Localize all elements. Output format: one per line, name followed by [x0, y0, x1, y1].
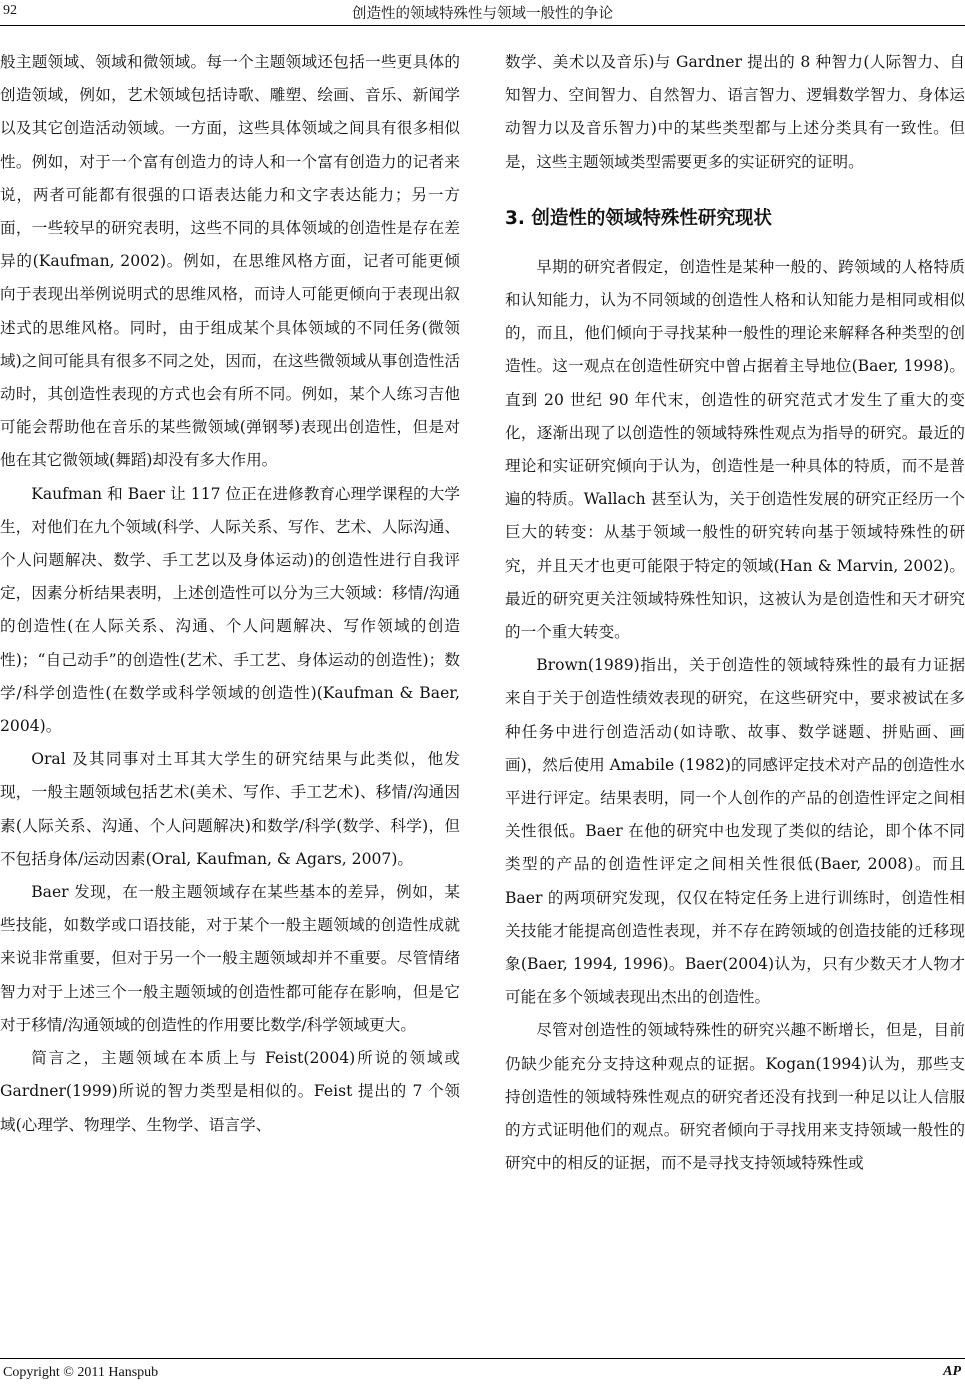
left-paragraph-5: 简言之，主题领域在本质上与 Feist(2004)所说的领域或 Gardner(1999)所说的智力类型是相似的。Feist 提出的 7 个领域(心理学、物理学、生物学、语言学、	[0, 1049, 460, 1134]
right-paragraph-2: Brown(1989)指出，关于创造性的领域特殊性的最有力证据来自于关于创造性绩效表现的研究，在这些研究中，要求被试在多种任务中进行创造活动(如诗歌、故事、数学谜题、拼贴画、画画)，然后使用 Amabile (1982)的同感评定技术对产品的创造性水平进行评定。结果表明，同一个人创作的产品的创造性评定之间相关性很低。Baer 在他的研究中也发现了类似的结论，即个体不同类型的产品的创造性评定之间相关性很低(Baer, 2008)。而且 Baer 的两项研究发现，仅仅在特定任务上进行训练时，创造性相关技能才能提高创造性表现，并不存在跨领域的创造技能的迁移现象(Baer, 1994, 1996)。Baer(2004)认为，只有少数天才人物才可能在多个领域表现出杰出的创造性。	[505, 656, 965, 1007]
right-intro-paragraph: 数学、美术以及音乐)与 Gardner 提出的 8 种智力(人际智力、自知智力、空间智力、自然智力、语言智力、逻辑数学智力、身体运动智力以及音乐智力)中的某些类型都与上述分类具有一致性。但是，这些主题领域类型需要更多的实证研究的证明。	[505, 53, 965, 171]
left-paragraph-1: 般主题领域、领域和微领域。每一个主题领域还包括一些更具体的创造领域，例如，艺术领域包括诗歌、雕塑、绘画、音乐、新闻学以及其它创造活动领域。一方面，这些具体领域之间具有很多相似性。例如，对于一个富有创造力的诗人和一个富有创造力的记者来说，两者可能都有很强的口语表达能力和文字表达能力；另一方面，一些较早的研究表明，这些不同的具体领域的创造性是存在差异的(Kaufman, 2002)。例如，在思维风格方面，记者可能更倾向于表现出举例说明式的思维风格，而诗人可能更倾向于表现出叙述式的思维风格。同时，由于组成某个具体领域的不同任务(微领域)之间可能具有很多不同之处，因而，在这些微领域从事创造性活动时，其创造性表现的方式也会有所不同。例如，某个人练习吉他可能会帮助他在音乐的某些微领域(弹钢琴)表现出创造性，但是对他在其它微领域(舞蹈)却没有多大作用。	[0, 53, 460, 470]
right-column	[505, 46, 965, 1181]
left-paragraph-2: Kaufman 和 Baer 让 117 位正在进修教育心理学课程的大学生，对他们在九个领域(科学、人际关系、写作、艺术、人际沟通、个人问题解决、数学、手工艺以及身体运动)的创造性进行自我评定，因素分析结果表明，上述创造性可以分为三大领域：移情/沟通的创造性(在人际关系、沟通、个人问题解决、写作领域的创造性)；“自己动手”的创造性(艺术、手工艺、身体运动的创造性)；数学/科学创造性(在数学或科学领域的创造性)(Kaufman & Baer, 2004)。	[0, 484, 460, 736]
running-title: 创造性的领域特殊性与领域一般性的争论	[352, 6, 613, 22]
page-header	[0, 0, 965, 24]
footer-divider	[0, 1358, 965, 1359]
left-column	[0, 46, 460, 1142]
left-paragraph-4: Baer 发现，在一般主题领域存在某些基本的差异，例如，某些技能，如数学或口语技能，对于某个一般主题领域的创造性成就来说非常重要，但对于另一个一般主题领域却并不重要。尽管情绪智力对于上述三个一般主题领域的创造性都可能存在影响，但是它对于移情/沟通领域的创造性的作用要比数学/科学领域更大。	[0, 883, 460, 1034]
left-paragraph-3: Oral 及其同事对土耳其大学生的研究结果与此类似，他发现，一般主题领域包括艺术(美术、写作、手工艺术)、移情/沟通因素(人际关系、沟通、个人问题解决)和数学/科学(数学、科学)，但不包括身体/运动因素(Oral, Kaufman, & Agars, 2007)。	[0, 750, 460, 868]
journal-abbreviation: AP	[943, 1364, 961, 1379]
copyright-notice: Copyright © 2011 Hanspub	[3, 1365, 159, 1380]
right-paragraph-3: 尽管对创造性的领域特殊性的研究兴趣不断增长，但是，目前仍缺少能充分支持这种观点的证据。Kogan(1994)认为，那些支持创造性的领域特殊性观点的研究者还没有找到一种足以让人信服的方式证明他们的观点。研究者倾向于寻找用来支持领域一般性的研究中的相反的证据，而不是寻找支持领域特殊性或	[505, 1021, 965, 1173]
header-divider	[0, 25, 965, 26]
page-number: 92	[3, 3, 17, 18]
right-paragraph-1: 早期的研究者假定，创造性是某种一般的、跨领域的人格特质和认知能力，认为不同领域的创造性人格和认知能力是相同或相似的，而且，他们倾向于寻找某种一般性的理论来解释各种类型的创造性。这一观点在创造性研究中曾占据着主导地位(Baer, 1998)。直到 20 世纪 90 年代末，创造性的研究范式才发生了重大的变化，逐渐出现了以创造性的领域特殊性观点为指导的研究。最近的理论和实证研究倾向于认为，创造性是一种具体的特质，而不是普遍的特质。Wallach 甚至认为，关于创造性发展的研究正经历一个巨大的转变：从基于领域一般性的研究转向基于领域特殊性的研究，并且天才也更可能限于特定的领域(Han & Marvin, 2002)。最近的研究更关注领域特殊性知识，这被认为是创造性和天才研究的一个重大转变。	[505, 257, 965, 642]
section-heading: 3. 创造性的领域特殊性研究现状	[505, 207, 772, 229]
